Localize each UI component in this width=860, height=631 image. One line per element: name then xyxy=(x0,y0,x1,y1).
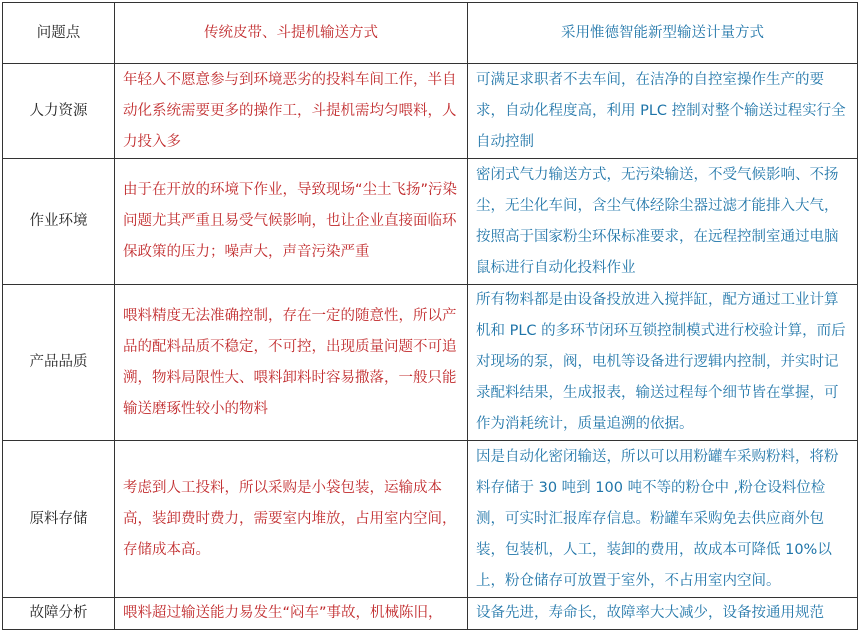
header-traditional-method: 传统皮带、斗提机输送方式 xyxy=(115,3,468,64)
traditional-cell: 年轻人不愿意参与到环境恶劣的投料车间工作，半自动化系统需要更多的操作工，斗提机需均匀喂料，人力投入多 xyxy=(115,64,468,159)
new-method-cell: 密闭式气力输送方式，无污染输送，不受气候影响、不扬尘，无尘化车间，含尘气体经除尘器过滤才能排入大气，按照高于国家粉尘环保标准要求，在远程控制室通过电脑鼠标进行自动化投料作业 xyxy=(468,159,858,285)
table-row xyxy=(3,441,858,598)
table-row xyxy=(3,159,858,285)
table-row xyxy=(3,285,858,441)
new-method-cell: 因是自动化密闭输送，所以可以用粉罐车采购粉料，将粉料存储于 30 吨到 100 吨不等的粉仓中 ,粉仓设料位检测，可实时汇报库存信息。粉罐车采购免去供应商外包装，包装机，人工，装卸的费用，故成本可降低 10%以上，粉仓储存可放置于室外，不占用室内空间。 xyxy=(468,441,858,598)
header-issue-point: 问题点 xyxy=(3,3,115,64)
traditional-cell: 喂料精度无法准确控制，存在一定的随意性，所以产品的配料品质不稳定，不可控，出现质量问题不可追溯，物料局限性大、喂料卸料时容易撒落，一般只能输送磨琢性较小的物料 xyxy=(115,285,468,441)
row-label: 故障分析 xyxy=(3,598,115,630)
traditional-cell: 由于在开放的环境下作业，导致现场“尘土飞扬”污染问题尤其严重且易受气候影响，也让企业直接面临环保政策的压力；噪声大，声音污染严重 xyxy=(115,159,468,285)
row-label: 人力资源 xyxy=(3,64,115,159)
row-label: 产品品质 xyxy=(3,285,115,441)
table-row xyxy=(3,598,858,630)
table-header-row xyxy=(3,3,858,64)
header-new-method: 采用惟德智能新型输送计量方式 xyxy=(468,3,858,64)
new-method-cell: 可满足求职者不去车间，在洁净的自控室操作生产的要求，自动化程度高，利用 PLC 控制对整个输送过程实行全自动控制 xyxy=(468,64,858,159)
row-label: 作业环境 xyxy=(3,159,115,285)
traditional-cell: 考虑到人工投料，所以采购是小袋包装，运输成本高，装卸费时费力，需要室内堆放，占用室内空间，存储成本高。 xyxy=(115,441,468,598)
row-label: 原料存储 xyxy=(3,441,115,598)
traditional-cell: 喂料超过输送能力易发生“闷车”事故，机械陈旧， xyxy=(115,598,468,630)
table-row xyxy=(3,64,858,159)
new-method-cell: 所有物料都是由设备投放进入搅拌缸，配方通过工业计算机和 PLC 的多环节闭环互锁控制模式进行校验计算，而后对现场的泵，阀，电机等设备进行逻辑内控制，并实时记录配料结果，生成报表，输送过程每个细节皆在掌握，可作为消耗统计，质量追溯的依据。 xyxy=(468,285,858,441)
comparison-table xyxy=(2,2,858,630)
new-method-cell: 设备先进，寿命长，故障率大大减少，设备按通用规范 xyxy=(468,598,858,630)
